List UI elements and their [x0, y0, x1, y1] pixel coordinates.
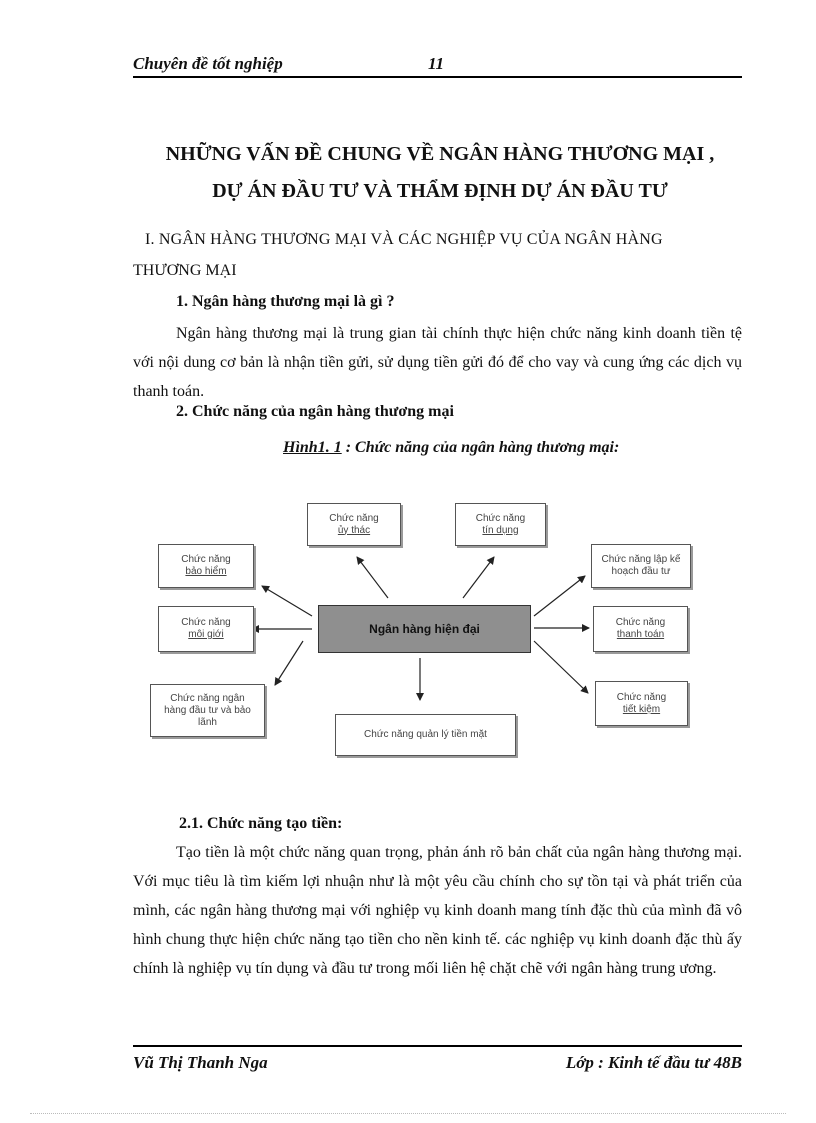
arrow-to-ngan-hang-dau-tu — [275, 641, 303, 685]
paragraph-2-1-text: Tạo tiền là một chức năng quan trọng, phản ánh rõ bản chất của ngân hàng thương mại. Với mục tiêu là tìm kiếm lợi nhuận như là một yêu cầu chính cho sự tồn tại và phát triển của mình, các ngân hàng thương mại với nghiệp vụ kinh doanh mang tính đặc thù của mình đã vô hình chung thực hiện chức năng tạo tiền cho nền kinh tế. các nghiệp vụ kinh doanh đặc thù ấy chính là nghiệp vụ tín dụng và đầu tư trong mối liên hệ chặt chẽ với ngân hàng trung ương. — [133, 844, 742, 977]
figure-caption — [283, 439, 619, 457]
box-uy-thac — [307, 503, 401, 546]
subheading-2-1: 2.1. Chức năng tạo tiền: — [179, 815, 343, 832]
arrow-to-lap-ke-hoach — [534, 576, 585, 616]
header-doc-title: Chuyên đề tốt nghiệp — [133, 54, 283, 73]
box-bao-hiem-line-2: bảo hiểm — [185, 566, 227, 577]
figure-caption-text: : Chức năng của ngân hàng thương mại: — [341, 439, 620, 456]
box-moi-gioi-line-1: Chức năng — [181, 617, 231, 628]
box-quan-ly-tien-mat-line-1: Chức năng quản lý tiền mặt — [364, 729, 487, 740]
box-ngan-hang-dau-tu — [150, 684, 265, 737]
box-tiet-kiem-line-2: tiết kiệm — [622, 703, 661, 715]
arrow-to-tiet-kiem — [534, 641, 588, 693]
subheading-1: 1. Ngân hàng thương mại là gì ? — [176, 293, 395, 310]
box-ngan-hang-hien-dai: Ngân hàng hiện đại — [318, 605, 531, 653]
box-tiet-kiem — [595, 681, 688, 726]
box-lap-ke-hoach-line-1: Chức năng lập kế — [601, 554, 681, 565]
paragraph-1 — [133, 319, 742, 406]
chapter-title-line-1: NHỮNG VẤN ĐỀ CHUNG VỀ NGÂN HÀNG THƯƠNG MẠI , — [165, 143, 715, 165]
subheading-2: 2. Chức năng của ngân hàng thương mại — [176, 403, 454, 420]
page-header — [133, 54, 742, 78]
figure-label: Hình1. 1 — [283, 439, 342, 456]
paragraph-2-1 — [133, 838, 742, 983]
box-lap-ke-hoach — [591, 544, 691, 588]
box-uy-thac-line-2: ủy thác — [337, 524, 371, 536]
paragraph-1-text: Ngân hàng thương mại là trung gian tài chính thực hiện chức năng kinh doanh tiền tệ với nội dung cơ bản là nhận tiền gửi, sử dụng tiền gửi đó để cho vay và cung ứng các dịch vụ thanh toán. — [133, 325, 742, 400]
page-footer — [133, 1045, 742, 1072]
box-tin-dung — [455, 503, 546, 546]
footer-author: Vũ Thị Thanh Nga — [133, 1053, 268, 1072]
box-moi-gioi — [158, 606, 254, 652]
box-ngan-hang-dau-tu-line-2: hàng đầu tư và bảo — [164, 704, 251, 716]
arrow-to-uy-thac — [357, 557, 388, 598]
box-ngan-hang-dau-tu-line-3: lãnh — [198, 716, 217, 728]
page-number: 11 — [428, 54, 445, 73]
section-heading-line-1: I. NGÂN HÀNG THƯƠNG MẠI VÀ CÁC NGHIỆP VỤ CỦA NGÂN HÀNG — [145, 231, 663, 248]
box-uy-thac-line-1: Chức năng — [329, 512, 379, 524]
box-tiet-kiem-line-1: Chức năng — [616, 691, 667, 703]
box-thanh-toan-line-2: thanh toán — [616, 629, 665, 640]
box-tin-dung-line-2: tín dụng — [482, 524, 519, 536]
arrow-to-tin-dung — [463, 557, 494, 598]
box-moi-gioi-line-2: môi giới — [188, 629, 224, 640]
box-thanh-toan-line-1: Chức năng — [615, 617, 666, 628]
chapter-title-line-2: DỰ ÁN ĐẦU TƯ VÀ THẨM ĐỊNH DỰ ÁN ĐẦU TƯ — [212, 180, 668, 202]
box-lap-ke-hoach-line-2: hoạch đầu tư — [611, 566, 671, 577]
page-edge-divider — [30, 1113, 786, 1114]
box-ngan-hang-dau-tu-line-1: Chức năng ngân — [170, 692, 245, 704]
box-bao-hiem — [158, 544, 254, 588]
section-heading-line-2: THƯƠNG MẠI — [133, 262, 237, 279]
arrow-to-bao-hiem — [262, 586, 312, 616]
box-quan-ly-tien-mat — [335, 714, 516, 756]
footer-class: Lớp : Kinh tế đầu tư 48B — [565, 1053, 742, 1072]
box-thanh-toan — [593, 606, 688, 652]
box-tin-dung-line-1: Chức năng — [475, 512, 526, 524]
box-bao-hiem-line-1: Chức năng — [181, 554, 231, 565]
